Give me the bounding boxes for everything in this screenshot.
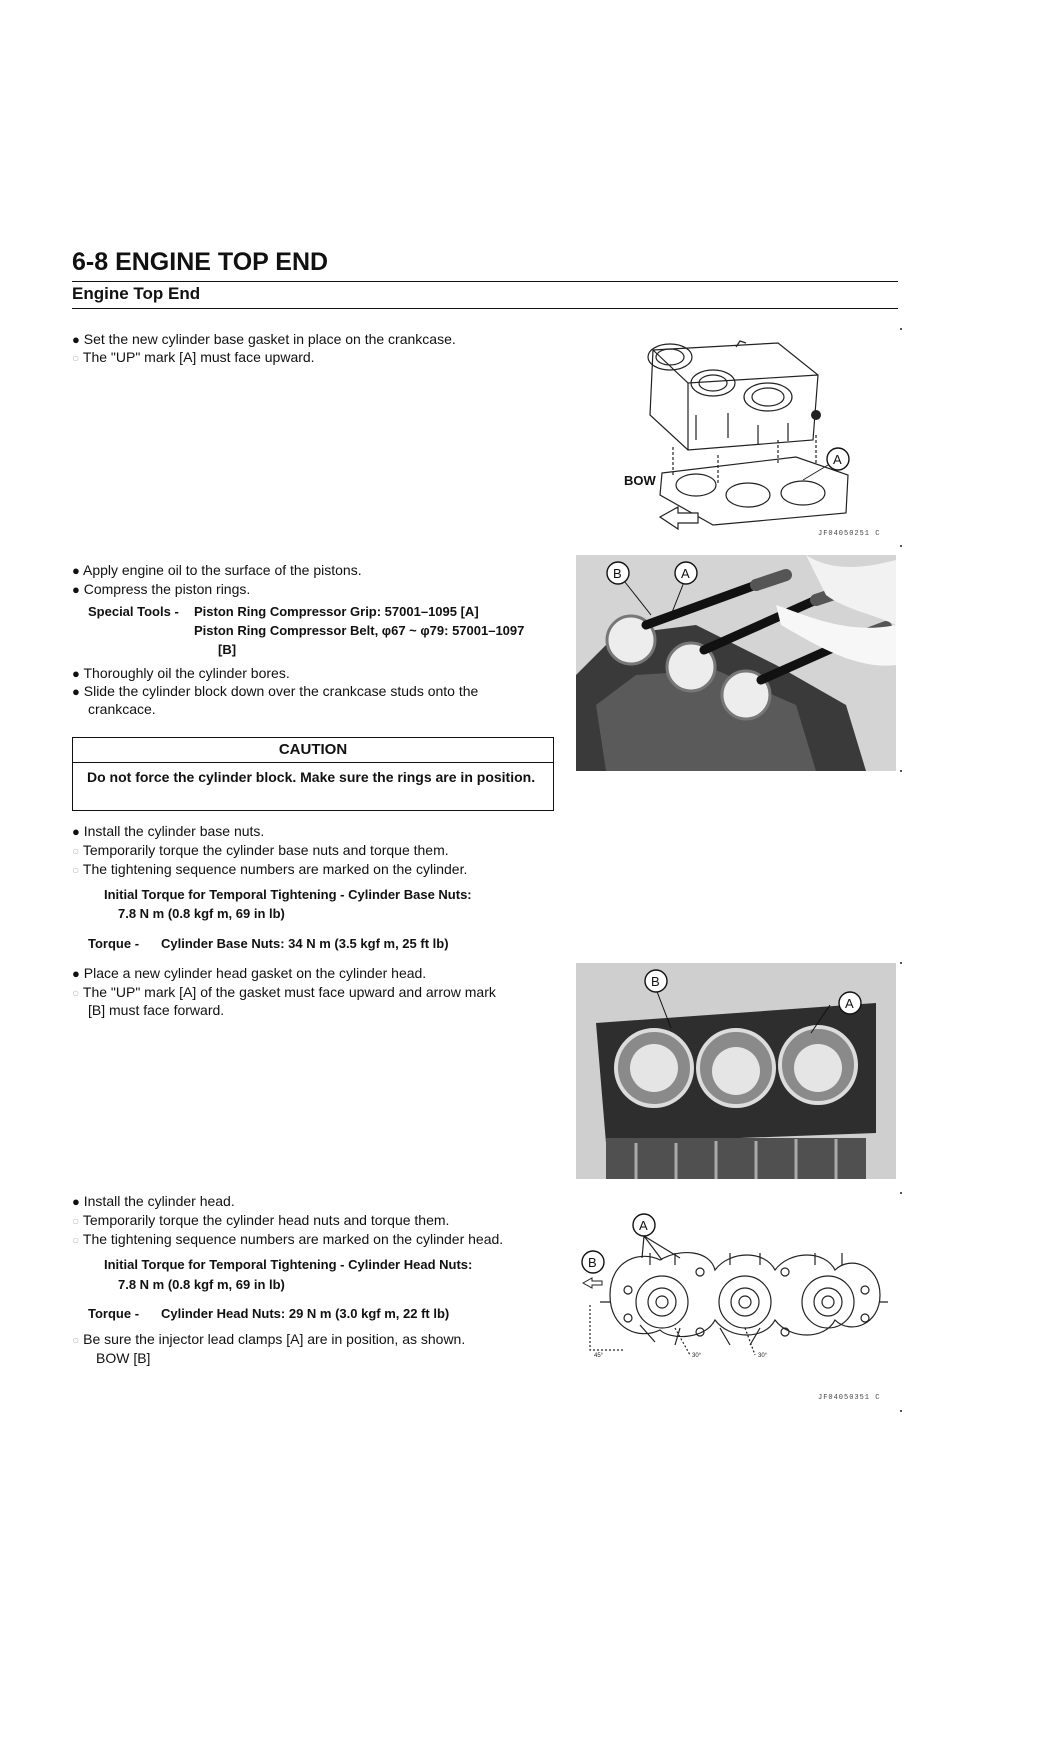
substep-text: Temporarily torque the cylinder head nuts and torque them. bbox=[82, 1212, 450, 1228]
head-torque-label: Torque - bbox=[88, 1306, 140, 1321]
special-tool-2-ref: [B] bbox=[218, 642, 237, 657]
fig2-label-a: A bbox=[681, 566, 690, 581]
substep-head-sequence bbox=[72, 1230, 503, 1249]
head-torque-value: Cylinder Head Nuts: 29 N m (3.0 kgf m, 22 ft lb) bbox=[161, 1306, 450, 1321]
fig1-label-a: A bbox=[833, 452, 842, 467]
fig1-bow-label: BOW bbox=[624, 473, 656, 488]
page-mark bbox=[900, 1410, 902, 1412]
page-mark bbox=[900, 328, 902, 330]
fig4-code: JF04050351 C bbox=[818, 1394, 881, 1402]
special-tools-label: Special Tools - bbox=[88, 604, 179, 619]
step-text: Place a new cylinder head gasket on the cylinder head. bbox=[83, 965, 427, 981]
figure-cylinder-head-drawing bbox=[580, 1210, 890, 1360]
fig4-label-b: B bbox=[588, 1255, 597, 1270]
sub-bullet-icon: ○ bbox=[72, 1333, 80, 1347]
step-text: Apply engine oil to the surface of the pistons. bbox=[82, 562, 362, 578]
fig4-label-a: A bbox=[639, 1218, 648, 1233]
fig4-angle-1: 45° bbox=[594, 1353, 604, 1359]
fig1-code: JF04050251 C bbox=[818, 530, 881, 538]
initial-head-torque-value: 7.8 N m (0.8 kgf m, 69 in lb) bbox=[118, 1277, 285, 1292]
sub-bullet-icon: ○ bbox=[72, 1233, 80, 1247]
step-apply-oil bbox=[72, 561, 362, 580]
step-slide-block-cont: crankcace. bbox=[88, 701, 156, 717]
section-rule bbox=[72, 308, 898, 309]
step-install-head bbox=[72, 1192, 235, 1211]
page-mark bbox=[900, 545, 902, 547]
fig3-label-a: A bbox=[845, 996, 854, 1011]
substep-text: The "UP" mark [A] of the gasket must face upward and arrow mark bbox=[82, 984, 496, 1000]
substep-text: The tightening sequence numbers are marked on the cylinder head. bbox=[82, 1231, 504, 1247]
substep-text: The "UP" mark [A] must face upward. bbox=[82, 349, 315, 365]
nut-icon bbox=[811, 410, 821, 420]
substep-gasket-mark bbox=[72, 983, 496, 1002]
fig2-label-b: B bbox=[613, 566, 622, 581]
sub-bullet-icon: ○ bbox=[72, 986, 80, 1000]
step-oil-bores bbox=[72, 664, 290, 683]
substep-temporarily-torque bbox=[72, 841, 449, 860]
sub-bullet-icon: ○ bbox=[72, 844, 80, 858]
substep-up-mark bbox=[72, 348, 315, 367]
step-text: Thoroughly oil the cylinder bores. bbox=[83, 665, 290, 681]
page-mark bbox=[900, 962, 902, 964]
step-install-base-nuts bbox=[72, 822, 264, 841]
fig3-label-b: B bbox=[651, 974, 660, 989]
step-text: Install the cylinder base nuts. bbox=[83, 823, 265, 839]
substep-text: The tightening sequence numbers are marked on the cylinder. bbox=[82, 861, 468, 877]
page-mark bbox=[900, 770, 902, 772]
bullet-icon: ● bbox=[72, 824, 80, 839]
substep-injector-clamps bbox=[72, 1330, 465, 1349]
bullet-icon: ● bbox=[72, 1194, 80, 1209]
sub-bullet-icon: ○ bbox=[72, 351, 80, 365]
torque-value: Cylinder Base Nuts: 34 N m (3.5 kgf m, 25 ft lb) bbox=[161, 936, 449, 951]
figure-piston-compressor-photo bbox=[576, 555, 896, 771]
initial-torque-label: Initial Torque for Temporal Tightening - Cylinder Base Nuts: bbox=[104, 887, 472, 902]
cylinder-block-outline bbox=[650, 343, 818, 450]
sub-bullet-icon: ○ bbox=[72, 863, 80, 877]
fig4-angle-2: 30° bbox=[692, 1353, 702, 1359]
bow-arrow-icon bbox=[660, 507, 698, 529]
substep-sequence bbox=[72, 860, 467, 879]
torque-label: Torque - bbox=[88, 936, 140, 951]
bullet-icon: ● bbox=[72, 666, 80, 681]
page-mark bbox=[900, 1192, 902, 1194]
caution-box bbox=[72, 737, 554, 811]
page-title: 6-8 ENGINE TOP END bbox=[72, 248, 329, 276]
section-title: Engine Top End bbox=[72, 284, 201, 303]
caution-title: CAUTION bbox=[73, 738, 553, 763]
bullet-icon: ● bbox=[72, 966, 80, 981]
caution-text: Do not force the cylinder block. Make sure the rings are in position. bbox=[87, 769, 536, 785]
step-text: Set the new cylinder base gasket in place on the crankcase. bbox=[83, 331, 456, 347]
step-slide-block bbox=[72, 682, 478, 701]
bullet-icon: ● bbox=[72, 684, 80, 699]
bullet-icon: ● bbox=[72, 563, 80, 578]
step-text: Compress the piston rings. bbox=[83, 581, 251, 597]
bullet-icon: ● bbox=[72, 582, 80, 597]
figure-cylinder-gasket bbox=[618, 335, 900, 540]
special-tool-1: Piston Ring Compressor Grip: 57001–1095 [A] bbox=[194, 604, 479, 619]
step-gasket bbox=[72, 330, 456, 349]
bow-arrow-icon bbox=[583, 1278, 602, 1288]
special-tool-2: Piston Ring Compressor Belt, φ67 ~ φ79: 57001–1097 bbox=[194, 623, 525, 638]
step-text: Slide the cylinder block down over the crankcase studs onto the bbox=[83, 683, 479, 699]
title-rule bbox=[72, 281, 898, 282]
initial-torque-value: 7.8 N m (0.8 kgf m, 69 in lb) bbox=[118, 906, 285, 921]
substep-head-torque bbox=[72, 1211, 449, 1230]
step-text: Install the cylinder head. bbox=[83, 1193, 235, 1209]
bullet-icon: ● bbox=[72, 332, 80, 347]
figure-head-gasket-photo bbox=[576, 963, 896, 1179]
substep-gasket-mark-cont: [B] must face forward. bbox=[88, 1002, 225, 1018]
fig4-angle-3: 30° bbox=[758, 1353, 768, 1359]
sub-bullet-icon: ○ bbox=[72, 1214, 80, 1228]
substep-text: Be sure the injector lead clamps [A] are in position, as shown. bbox=[83, 1331, 466, 1347]
bow-reference: BOW [B] bbox=[96, 1350, 151, 1366]
substep-text: Temporarily torque the cylinder base nuts and torque them. bbox=[82, 842, 449, 858]
step-head-gasket bbox=[72, 964, 426, 983]
initial-head-torque-label: Initial Torque for Temporal Tightening - Cylinder Head Nuts: bbox=[104, 1257, 473, 1272]
step-compress-rings bbox=[72, 580, 250, 599]
